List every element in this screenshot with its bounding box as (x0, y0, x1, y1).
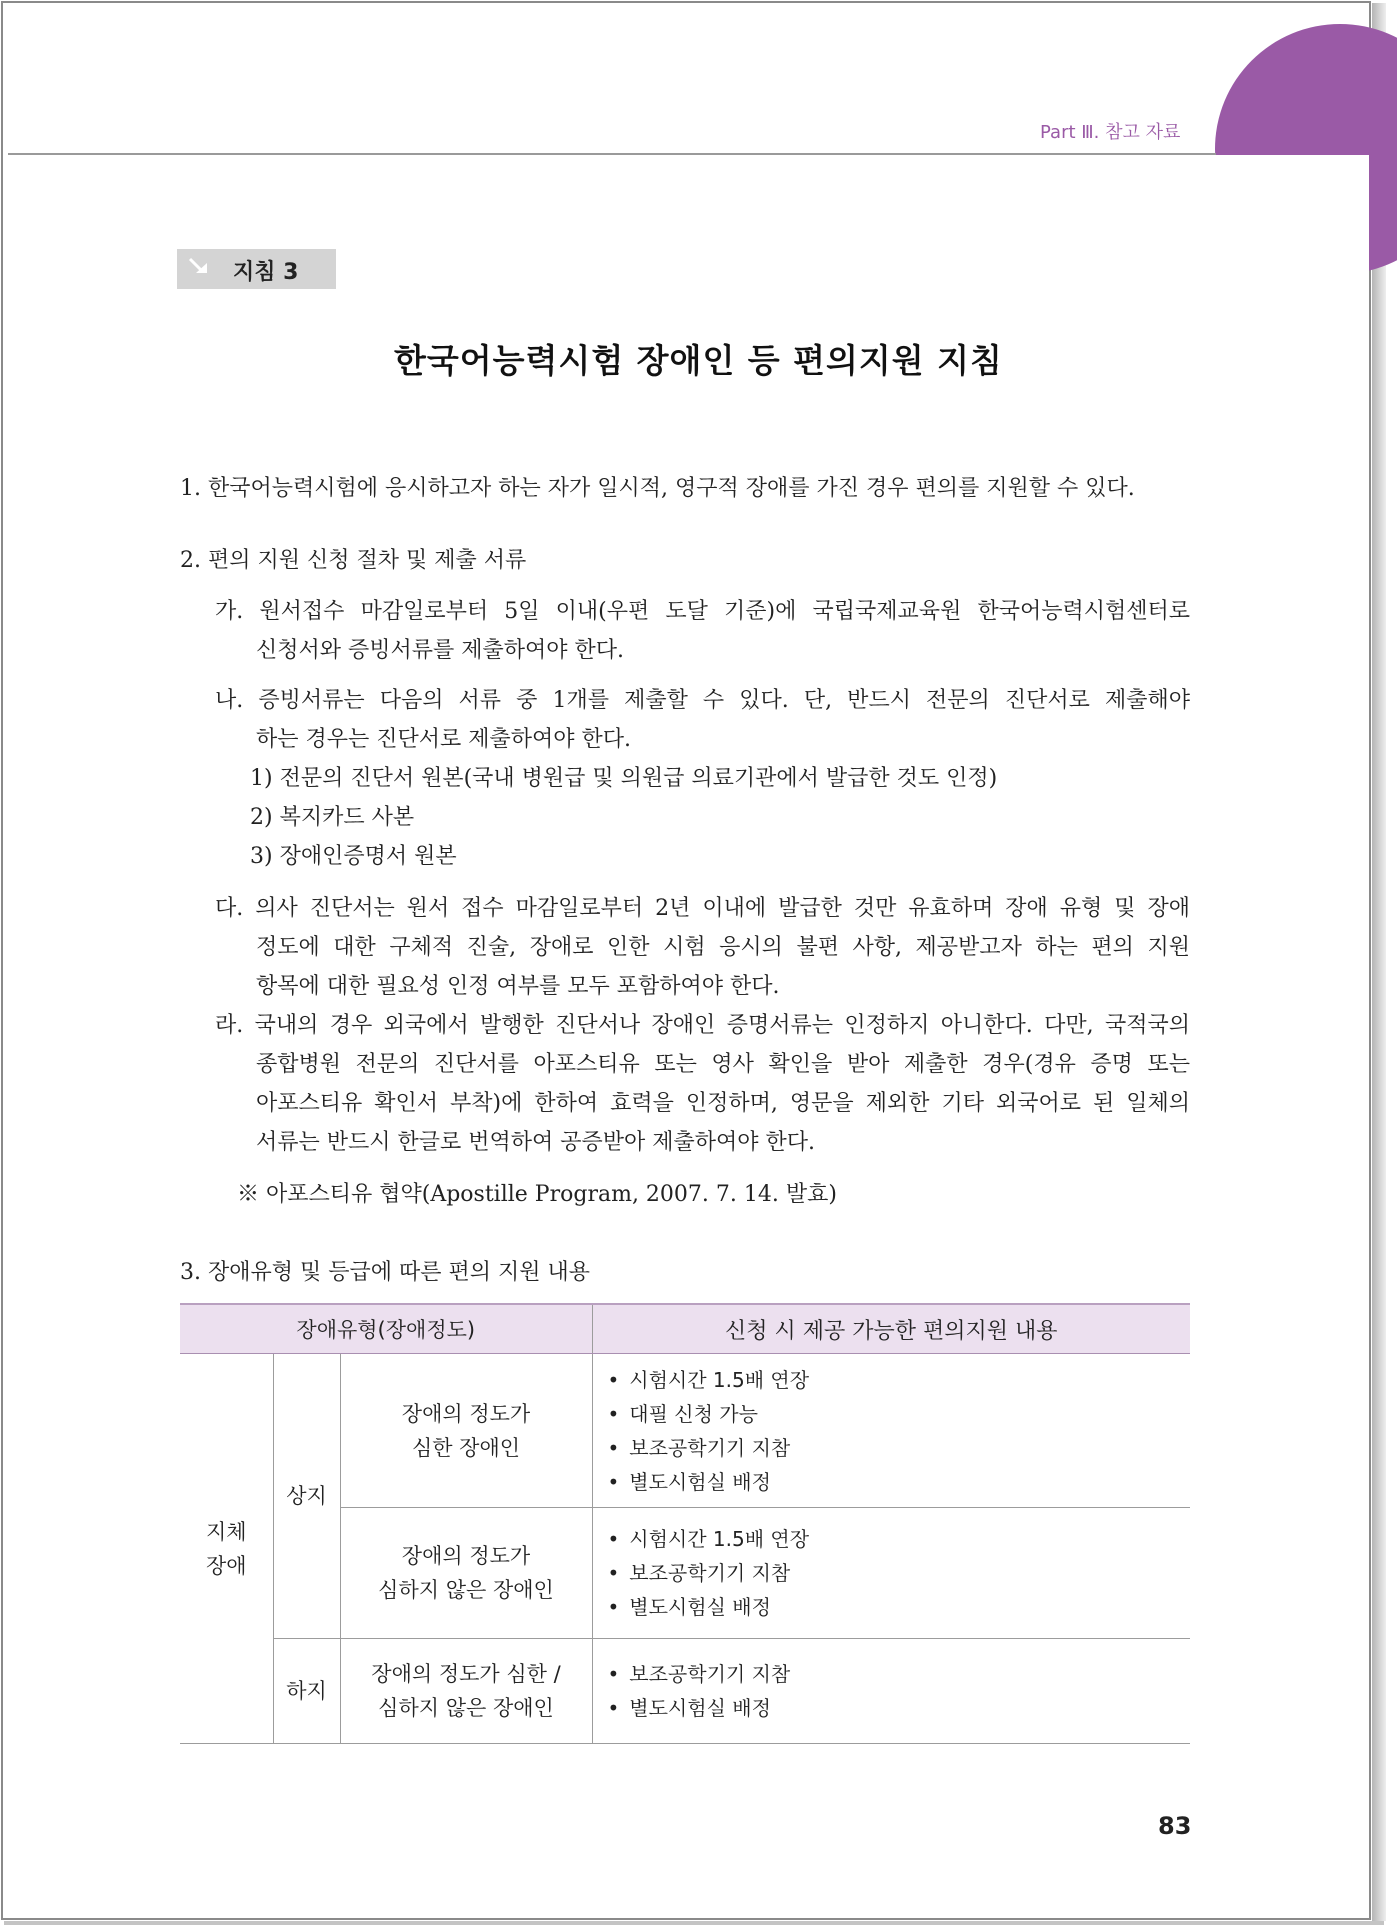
support-list (594, 1657, 1190, 1725)
item-da-line3: 항목에 대한 필요성 인정 여부를 모두 포함하여야 한다. (256, 974, 780, 999)
item-ra-line1: 라. 국내의 경우 외국에서 발행한 진단서나 장애인 증명서류는 인정하지 아니한다. 다만, 국적국의 (215, 1013, 1190, 1038)
list-item: • 시험시간 1.5배 연장 (608, 1363, 1190, 1397)
severity-line: 장애의 정도가 (401, 1544, 531, 1568)
list-item: • 별도시험실 배정 (608, 1590, 1190, 1624)
list-item: • 보조공학기기 지참 (608, 1657, 1190, 1691)
table-row (180, 1639, 1190, 1744)
header-disability-type: 장애유형(장애정도) (180, 1304, 592, 1354)
support-cell (592, 1639, 1190, 1744)
severity-cell (340, 1354, 592, 1508)
item-na-sub3: 3) 장애인증명서 원본 (250, 844, 457, 869)
severity-line: 심하지 않은 장애인 (378, 1696, 554, 1720)
header-support-content: 신청 시 제공 가능한 편의지원 내용 (592, 1304, 1190, 1354)
item-na-sub1: 1) 전문의 진단서 원본(국내 병원급 및 의원급 의료기관에서 발급한 것도 인정) (250, 766, 998, 791)
severity-line: 장애의 정도가 (401, 1401, 531, 1426)
page-shadow-bottom (4, 1921, 1384, 1925)
list-item: • 보조공학기기 지참 (608, 1431, 1190, 1465)
severity-line: 심한 장애인 (411, 1435, 521, 1460)
support-table (180, 1303, 1190, 1744)
header-rule (8, 153, 1216, 155)
paragraph-1: 1. 한국어능력시험에 응시하고자 하는 자가 일시적, 영구적 장애를 가진 경우 편의를 지원할 수 있다. (180, 476, 1135, 501)
severity-cell (340, 1508, 592, 1639)
upper-limb-cell: 상지 (273, 1354, 340, 1639)
item-da-line1: 다. 의사 진단서는 원서 접수 마감일로부터 2년 이내에 발급한 것만 유효하며 장애 유형 및 장애 (215, 896, 1190, 921)
paragraph-3: 3. 장애유형 및 등급에 따른 편의 지원 내용 (180, 1260, 590, 1285)
paragraph-2: 2. 편의 지원 신청 절차 및 제출 서류 (180, 548, 527, 573)
category-line: 장애 (205, 1553, 247, 1578)
guide-label: 지침 3 (233, 260, 299, 285)
item-na-sub2: 2) 복지카드 사본 (250, 805, 415, 830)
page-title: 한국어능력시험 장애인 등 편의지원 지침 (394, 341, 1003, 380)
guide-tab (177, 249, 336, 289)
support-cell (592, 1508, 1190, 1639)
list-item: • 별도시험실 배정 (608, 1691, 1190, 1725)
item-ga-line1: 가. 원서접수 마감일로부터 5일 이내(우편 도달 기준)에 국립국제교육원 한국어능력시험센터로 (215, 599, 1190, 624)
support-list (594, 1363, 1190, 1499)
severity-line: 장애의 정도가 심한 / (371, 1662, 561, 1686)
item-ra-line4: 서류는 반드시 한글로 번역하여 공증받아 제출하여야 한다. (256, 1130, 816, 1155)
item-ra-line3: 아포스티유 확인서 부착)에 한하여 효력을 인정하며, 영문을 제외한 기타 외국어로 된 일체의 (256, 1091, 1190, 1116)
list-item: • 별도시험실 배정 (608, 1465, 1190, 1499)
page-number: 83 (1158, 1812, 1192, 1840)
arrow-icon (187, 255, 211, 279)
table-row (180, 1354, 1190, 1508)
item-ga-line2: 신청서와 증빙서류를 제출하여야 한다. (256, 638, 625, 663)
item-ra-line2: 종합병원 전문의 진단서를 아포스티유 또는 영사 확인을 받아 제출한 경우(경유 증명 또는 (256, 1052, 1190, 1077)
category-line: 지체 (205, 1519, 247, 1544)
item-na-line1: 나. 증빙서류는 다음의 서류 중 1개를 제출할 수 있다. 단, 반드시 전문의 진단서로 제출해야 (215, 688, 1190, 713)
list-item: • 대필 신청 가능 (608, 1397, 1190, 1431)
page-shadow-right (1372, 3, 1386, 1921)
support-list (594, 1522, 1190, 1624)
item-na-line2: 하는 경우는 진단서로 제출하여야 한다. (256, 727, 631, 752)
category-cell (180, 1354, 273, 1744)
severity-cell (340, 1639, 592, 1744)
lower-limb-cell: 하지 (273, 1639, 340, 1744)
running-header: Part Ⅲ. 참고 자료 (1040, 122, 1181, 143)
item-da-line2: 정도에 대한 구체적 진술, 장애로 인한 시험 응시의 불편 사항, 제공받고자 하는 편의 지원 (256, 935, 1190, 960)
severity-line: 심하지 않은 장애인 (378, 1578, 554, 1602)
apostille-note: ※ 아포스티유 협약(Apostille Program, 2007. 7. 14. 발효) (237, 1182, 837, 1207)
support-cell (592, 1354, 1190, 1508)
table-header-row (180, 1304, 1190, 1354)
list-item: • 보조공학기기 지참 (608, 1556, 1190, 1590)
list-item: • 시험시간 1.5배 연장 (608, 1522, 1190, 1556)
